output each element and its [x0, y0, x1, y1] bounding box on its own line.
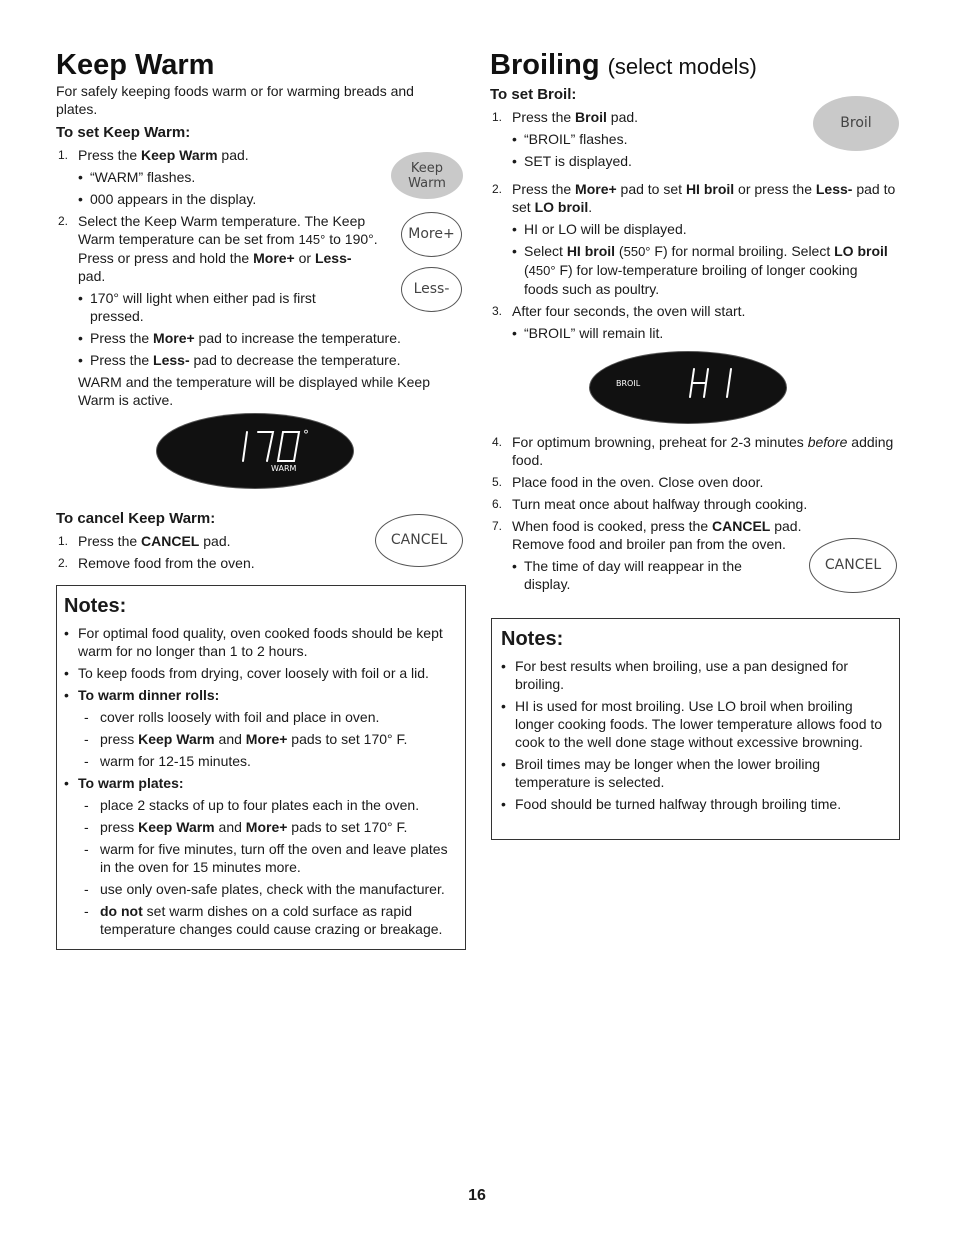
broil-step-2 — [490, 180, 902, 216]
page-number: 16 — [468, 1187, 486, 1204]
step-text: Press the — [78, 533, 142, 549]
step-bold: CANCEL — [141, 533, 200, 549]
step-bold: LO broil — [534, 199, 589, 215]
note-text: press — [100, 731, 139, 747]
step-number: 4. — [492, 435, 503, 449]
step-number: 2. — [58, 214, 69, 228]
step-bold: CANCEL — [712, 518, 771, 534]
step-text: When food is cooked, press the — [512, 518, 712, 534]
note-text: pads to set 170° F. — [287, 731, 408, 747]
note-subitem: - place 2 stacks of up to four plates each in the oven. — [64, 796, 457, 814]
step-bold: Less- — [815, 181, 853, 197]
bullet-text: ( — [615, 243, 624, 259]
step-bullet — [512, 242, 894, 298]
bullet-text: Press the — [90, 352, 154, 368]
bullet-text: Select — [524, 243, 567, 259]
more-button[interactable] — [401, 212, 462, 257]
broil-step-5 — [490, 473, 900, 491]
step-bullet: • “BROIL” will remain lit. — [512, 324, 894, 342]
note-item — [64, 774, 457, 792]
bullet-bold: LO broil — [834, 243, 888, 259]
step-text: adding food. — [512, 434, 894, 468]
set-broil-heading: To set Broil: — [490, 86, 577, 103]
keep-warm-step-1 — [56, 146, 398, 164]
note-subitem: - cover rolls loosely with foil and place in oven. — [64, 708, 457, 726]
broil-step-4 — [490, 433, 902, 469]
note-item: • For best results when broiling, use a pan designed for broiling. — [501, 657, 889, 693]
keep-warm-step-2 — [56, 212, 378, 285]
step-bullet — [78, 351, 450, 369]
note-item — [64, 686, 457, 704]
note-subitem: - warm for five minutes, turn off the oven and leave plates in the oven for 15 minutes more. — [64, 840, 457, 876]
note-text: set warm dishes on a cold surface as rapid temperature changes could cause crazing or breakage. — [100, 903, 443, 937]
step-bold: HI broil — [685, 181, 735, 197]
broiling-title — [490, 48, 900, 84]
note-subitem: - warm for 12-15 minutes. — [64, 752, 457, 770]
keep-warm-display — [157, 414, 353, 488]
step-note: WARM and the temperature will be displayed while Keep Warm is active. — [78, 374, 430, 408]
display-digits-value — [590, 352, 591, 353]
step-bold: More+ — [575, 181, 617, 197]
less-button-label: Less- — [413, 281, 450, 297]
keep-warm-pad[interactable] — [391, 152, 463, 199]
cancel-button-label: CANCEL — [390, 532, 448, 548]
broil-pad[interactable] — [813, 96, 899, 151]
step-text: pad. — [606, 109, 639, 125]
step-bullet: • The time of day will reappear in the display. — [512, 557, 774, 593]
note-item: • For optimal food quality, oven cooked foods should be kept warm for no longer than 1 to 2 hours. — [64, 624, 457, 660]
step-bold: Broil — [575, 109, 607, 125]
step-bullet: • 000 appears in the display. — [78, 190, 380, 208]
note-heading: To warm plates: — [78, 775, 184, 791]
broil-display — [590, 352, 786, 423]
note-text: press — [100, 819, 139, 835]
keep-warm-intro: For safely keeping foods warm or for warming breads and plates. — [56, 83, 414, 117]
bullet-text: pad to decrease the temperature. — [189, 352, 401, 368]
step-text: pad. Remove food and broiler pan from the oven. — [512, 518, 802, 552]
set-keep-warm-heading: To set Keep Warm: — [56, 124, 191, 141]
step-number: 1. — [58, 534, 69, 548]
step-text: . — [588, 199, 593, 215]
cancel-step-1 — [56, 532, 386, 550]
bullet-bold: Less- — [153, 352, 190, 368]
step-text: Remove food from the oven. — [78, 555, 255, 571]
note-bold: Keep Warm — [138, 819, 215, 835]
notes-title: Notes: — [64, 595, 127, 617]
broil-cancel-button-label: CANCEL — [824, 557, 882, 573]
step-text: For optimum browning, preheat for 2-3 minutes — [512, 434, 808, 450]
step-number: 6. — [492, 497, 503, 511]
keep-warm-notes-box — [56, 585, 466, 950]
step-text: pad. — [78, 268, 106, 284]
display-warm-label: WARM — [271, 464, 297, 473]
display-degree: ° — [303, 428, 309, 442]
note-bold: do not — [100, 903, 143, 919]
cancel-step-2 — [56, 554, 386, 572]
bullet-text: Press the — [90, 330, 154, 346]
bullet-bold: More+ — [153, 330, 195, 346]
cancel-button[interactable] — [375, 514, 463, 567]
broiling-subtitle: (select models) — [607, 54, 757, 79]
note-subitem — [64, 902, 457, 938]
broiling-title-text: Broiling — [490, 49, 600, 81]
note-item: • Broil times may be longer when the lower broiling temperature is selected. — [501, 755, 889, 791]
bullet-bold: HI broil — [566, 243, 616, 259]
bullet-text: pad to increase the temperature. — [194, 330, 401, 346]
note-text: and — [214, 731, 246, 747]
step-number: 2. — [58, 556, 69, 570]
step-number: 5. — [492, 475, 503, 489]
note-text: and — [214, 819, 246, 835]
step-bullet: • HI or LO will be displayed. — [512, 220, 894, 238]
step-text: Turn meat once about halfway through cooking. — [512, 496, 808, 512]
step-text: or press the — [734, 181, 816, 197]
seven-segment-readout — [157, 414, 353, 488]
step-bullet: • 170° will light when either pad is first pressed. — [78, 289, 340, 325]
step-bullet: • SET is displayed. — [512, 152, 794, 170]
step-text: pad. — [199, 533, 231, 549]
step-text: or — [294, 250, 315, 266]
note-bold: Keep Warm — [138, 731, 215, 747]
step-text: Place food in the oven. Close oven door. — [512, 474, 764, 490]
step-text: After four seconds, the oven will start. — [512, 303, 746, 319]
note-item: • HI is used for most broiling. Use LO broil when broiling longer cooking foods. The lower temperature allows food to cook to the well done stage without excessive browning. — [501, 697, 889, 751]
broil-step-6 — [490, 495, 900, 513]
note-bold: More+ — [245, 819, 288, 835]
step-text: pad to set — [616, 181, 686, 197]
step-bullet: • “WARM” flashes. — [78, 168, 380, 186]
broiling-section — [490, 48, 900, 346]
step-text: Press the — [512, 181, 576, 197]
note-item: • Food should be turned halfway through broiling time. — [501, 795, 889, 813]
broiling-notes-box — [491, 618, 900, 840]
broil-step-1 — [490, 108, 812, 126]
cancel-keep-warm-heading: To cancel Keep Warm: — [56, 510, 216, 527]
broil-step-3 — [490, 302, 902, 320]
note-subitem: - use only oven-safe plates, check with the manufacturer. — [64, 880, 457, 898]
cancel-keep-warm-section — [56, 504, 386, 576]
step-bullet — [78, 329, 450, 347]
note-bold: More+ — [245, 731, 288, 747]
step-emphasis: before — [807, 434, 848, 450]
step-number: 2. — [492, 182, 503, 196]
keep-warm-title: Keep Warm — [56, 49, 215, 81]
broil-step-7 — [490, 517, 812, 553]
display-broil-label: BROIL — [616, 379, 641, 388]
step-bold: More+ — [253, 250, 295, 266]
broil-pad-label: Broil — [840, 115, 872, 131]
step-text: pad. — [217, 147, 249, 163]
step-number: 3. — [492, 304, 503, 318]
step-number: 1. — [492, 110, 503, 124]
step-bullet: • “BROIL” flashes. — [512, 130, 794, 148]
step-text: to 190°. Press or press and hold the — [78, 231, 378, 266]
bullet-text: 450° — [528, 263, 556, 278]
keep-warm-pad-label: Keep Warm — [408, 160, 446, 191]
note-item: • To keep foods from drying, cover loosely with foil or a lid. — [64, 664, 457, 682]
note-subitem — [64, 818, 457, 836]
step-bold: Keep Warm — [141, 147, 218, 163]
step-number: 7. — [492, 519, 503, 533]
step-text: 145° — [298, 232, 326, 247]
more-button-label: More+ — [408, 226, 455, 242]
bullet-text: F) for low-temperature broiling of longer cooking foods such as poultry. — [524, 262, 858, 297]
display-digits-value — [157, 414, 158, 415]
step-number: 1. — [58, 148, 69, 162]
step-text: Select the Keep Warm temperature. The Keep Warm temperature can be set from — [78, 213, 366, 247]
bullet-text: F) for normal broiling. Select — [650, 243, 835, 259]
note-text: pads to set 170° F. — [287, 819, 408, 835]
bullet-text: ( — [524, 262, 529, 278]
step-text: pad to set — [512, 181, 896, 215]
broil-cancel-button[interactable] — [809, 538, 897, 593]
notes-title: Notes: — [501, 628, 564, 650]
step-text: Press the — [78, 147, 142, 163]
less-button[interactable] — [401, 267, 462, 312]
bullet-text: 550° — [623, 244, 651, 259]
step-bold: Less- — [314, 250, 352, 266]
note-subitem — [64, 730, 457, 748]
note-heading: To warm dinner rolls: — [78, 687, 220, 703]
step-text: Press the — [512, 109, 576, 125]
